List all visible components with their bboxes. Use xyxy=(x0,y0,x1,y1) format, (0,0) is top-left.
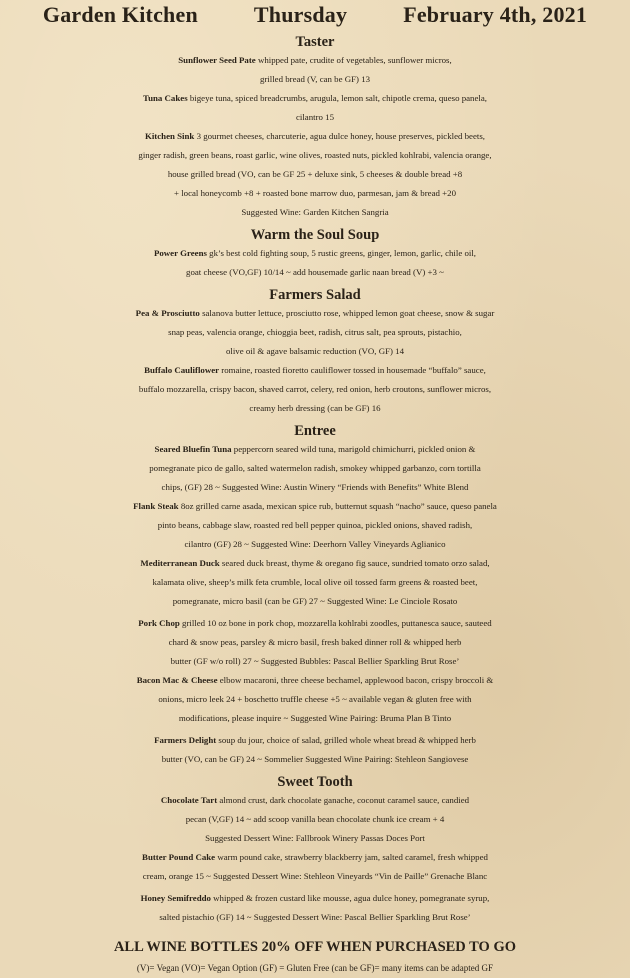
item-description: butter (GF w/o roll) 27 ~ Suggested Bubbles: Pascal Bellier Sparkling Brut Rose’ xyxy=(170,656,460,666)
item-description: salted pistachio (GF) 14 ~ Suggested Dessert Wine: Pascal Bellier Sparkling Brut Rose’ xyxy=(159,912,471,922)
item-description: soup du jour, choice of salad, grilled whole wheat bread & whipped herb xyxy=(216,735,476,745)
item-name: Mediterranean Duck xyxy=(140,558,220,568)
item-description: warm pound cake, strawberry blackberry jam, salted caramel, fresh whipped xyxy=(215,852,488,862)
item-name: Chocolate Tart xyxy=(160,795,218,805)
menu-item-butter-pound-cake xyxy=(0,848,630,886)
item-description: olive oil & agave balsamic reduction (VO, GF) 14 xyxy=(225,346,405,356)
item-description: almond crust, dark chocolate ganache, coconut caramel sauce, candied xyxy=(217,795,470,805)
item-description: kalamata olive, sheep’s milk feta crumble, local olive oil tossed farm greens & roasted beet, xyxy=(152,577,478,587)
item-description: salanova butter lettuce, prosciutto rose, whipped lemon goat cheese, snow & sugar xyxy=(199,308,495,318)
menu-date: February 4th, 2021 xyxy=(403,2,588,27)
menu-item-mediterranean-duck xyxy=(0,554,630,611)
menu-day: Thursday xyxy=(253,2,348,27)
menu-item-tuna-cakes xyxy=(0,89,630,127)
item-description: whipped pate, crudite of vegetables, sunflower micros, xyxy=(255,55,452,65)
item-name: Kitchen Sink xyxy=(144,131,195,141)
menu-item-kitchen-sink xyxy=(0,127,630,222)
section-heading-entree: Entree xyxy=(294,423,336,439)
item-description: buffalo mozzarella, crispy bacon, shaved carrot, celery, red onion, herb croutons, sunflower micros, xyxy=(138,384,492,394)
item-description: chard & snow peas, parsley & micro basil, fresh baked dinner roll & whipped herb xyxy=(168,637,462,647)
menu-item-buffalo-cauliflower xyxy=(0,361,630,418)
item-name: Tuna Cakes xyxy=(142,93,188,103)
item-description: pecan (V,GF) 14 ~ add scoop vanilla bean chocolate chunk ice cream + 4 xyxy=(185,814,445,824)
item-name: Flank Steak xyxy=(133,501,179,511)
section-heading-taster: Taster xyxy=(295,34,335,50)
item-description: pinto beans, cabbage slaw, roasted red bell pepper quinoa, pickled onions, shaved radish, xyxy=(157,520,473,530)
item-name: Honey Semifreddo xyxy=(140,893,211,903)
item-description: bigeye tuna, spiced breadcrumbs, arugula, lemon salt, chipotle crema, queso panela, xyxy=(187,93,487,103)
item-description: 8oz grilled carne asada, mexican spice rub, butternut squash “nacho” sauce, queso panela xyxy=(178,501,497,511)
item-description: butter (VO, can be GF) 24 ~ Sommelier Suggested Wine Pairing: Stehleon Sangiovese xyxy=(161,754,469,764)
item-description: romaine, roasted fioretto cauliflower tossed in housemade “buffalo” sauce, xyxy=(219,365,486,375)
item-description: house grilled bread (VO, can be GF 25 + deluxe sink, 5 cheeses & double bread +8 xyxy=(167,169,463,179)
item-description: pomegranate pico de gallo, salted watermelon radish, smokey whipped garbanzo, corn tortilla xyxy=(149,463,481,473)
item-description: cilantro 15 xyxy=(295,112,335,122)
item-description: snap peas, valencia orange, chioggia beet, radish, citrus salt, pea sprouts, pistachio, xyxy=(168,327,462,337)
item-description: grilled bread (V, can be GF) 13 xyxy=(259,74,371,84)
item-description: gk’s best cold fighting soup, 5 rustic greens, ginger, lemon, garlic, chile oil, xyxy=(206,248,477,258)
item-description: whipped & frozen custard like mousse, agua dulce honey, pomegranate syrup, xyxy=(210,893,490,903)
item-name: Sunflower Seed Pate xyxy=(178,55,256,65)
item-description: seared duck breast, thyme & oregano fig sauce, sundried tomato orzo salad, xyxy=(219,558,490,568)
item-description: grilled 10 oz bone in pork chop, mozzarella kohlrabi zoodles, puttanesca sauce, sauteed xyxy=(179,618,492,628)
item-name: Power Greens xyxy=(153,248,207,258)
item-name: Bacon Mac & Cheese xyxy=(136,675,218,685)
menu-item-pork-chop xyxy=(0,614,630,671)
item-description: modifications, please inquire ~ Suggested Wine Pairing: Bruma Plan B Tinto xyxy=(178,713,452,723)
menu-item-farmers-delight xyxy=(0,731,630,769)
item-name: Buffalo Cauliflower xyxy=(144,365,220,375)
menu-header xyxy=(0,0,630,30)
restaurant-name: Garden Kitchen xyxy=(42,2,198,27)
item-description: onions, micro leek 24 + boschetto truffle cheese +5 ~ available vegan & gluten free with xyxy=(158,694,472,704)
item-description: goat cheese (VO,GF) 10/14 ~ add housemade garlic naan bread (V) +3 ~ xyxy=(186,267,444,277)
menu-item-pea-prosciutto xyxy=(0,304,630,361)
section-heading-soup: Warm the Soul Soup xyxy=(250,227,380,243)
item-description: peppercorn seared wild tuna, marigold chimichurri, pickled onion & xyxy=(231,444,476,454)
section-heading-salad: Farmers Salad xyxy=(269,287,361,303)
menu-item-power-greens xyxy=(0,244,630,282)
item-description: cream, orange 15 ~ Suggested Dessert Wine: Stehleon Vineyards “Vin de Paille” Grenache Blanc xyxy=(142,871,488,881)
suggested-wine: Suggested Wine: Garden Kitchen Sangria xyxy=(241,207,389,217)
menu-item-bacon-mac-cheese xyxy=(0,671,630,728)
item-description: + local honeycomb +8 + roasted bone marrow duo, parmesan, jam & bread +20 xyxy=(174,188,456,198)
item-name: Seared Bluefin Tuna xyxy=(154,444,232,454)
section-heading-sweet-tooth: Sweet Tooth xyxy=(277,774,353,790)
dietary-legend: (V)= Vegan (VO)= Vegan Option (GF) = Gluten Free (can be GF)= many items can be adapted GF xyxy=(136,963,494,973)
menu-item-flank-steak xyxy=(0,497,630,554)
item-description: elbow macaroni, three cheese bechamel, applewood bacon, crispy broccoli & xyxy=(217,675,494,685)
suggested-wine: Suggested Dessert Wine: Fallbrook Winery Passas Doces Port xyxy=(205,833,425,843)
item-description: cilantro (GF) 28 ~ Suggested Wine: Deerhorn Valley Vineyards Aglianico xyxy=(184,539,446,549)
item-description: 3 gourmet cheeses, charcuterie, agua dulce honey, house preserves, pickled beets, xyxy=(194,131,486,141)
item-name: Butter Pound Cake xyxy=(142,852,216,862)
wine-promo: ALL WINE BOTTLES 20% OFF WHEN PURCHASED TO GO xyxy=(113,939,517,955)
menu-item-seared-bluefin-tuna xyxy=(0,440,630,497)
item-name: Farmers Delight xyxy=(154,735,217,745)
item-description: chips, (GF) 28 ~ Suggested Wine: Austin Winery “Friends with Benefits” White Blend xyxy=(161,482,469,492)
menu-item-chocolate-tart xyxy=(0,791,630,848)
item-name: Pea & Prosciutto xyxy=(135,308,200,318)
item-description: creamy herb dressing (can be GF) 16 xyxy=(249,403,381,413)
item-description: pomegranate, micro basil (can be GF) 27 ~ Suggested Wine: Le Cinciole Rosato xyxy=(172,596,458,606)
item-name: Pork Chop xyxy=(138,618,180,628)
menu-item-sunflower-seed-pate xyxy=(0,51,630,89)
item-description: ginger radish, green beans, roast garlic, wine olives, roasted nuts, pickled kohlrabi, valencia orange, xyxy=(138,150,492,160)
menu-item-honey-semifreddo xyxy=(0,889,630,927)
